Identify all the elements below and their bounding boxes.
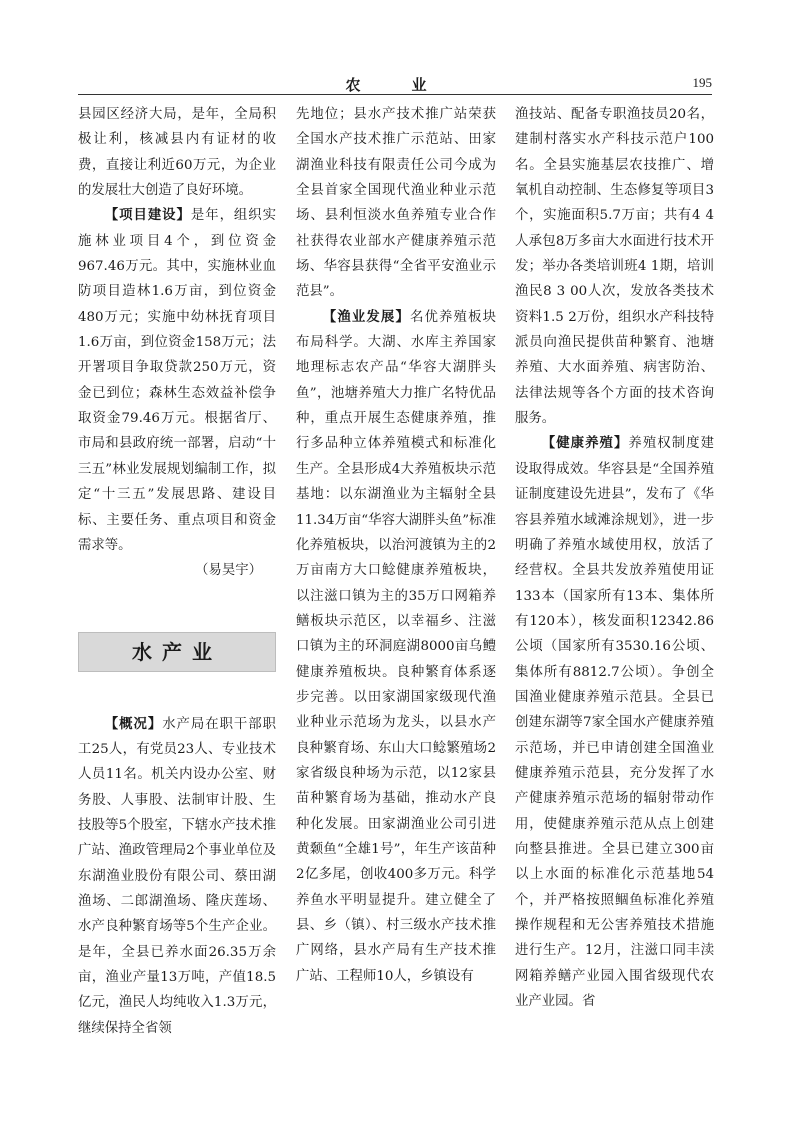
running-header xyxy=(78,72,712,94)
paragraph-text: 养殖权制度建设取得成效。华容县是“全国养殖证制度建设先进县”，发布了《华容县养殖水域滩涂规划》，进一步明确了养殖水域使用权，放活了经营权。全县共发放养殖使用证133本（国家所有13本、集体所有120本），核发面积12342.86公顷（国家所有3530.16公顷、集体所有8812.7公顷）。争创全国渔业健康养殖示范县。全县已创建东湖等7家全国水产健康养殖示范场，并已申请创建全国渔业健康养殖示范县，充分发挥了水产健康养殖示范场的辐射带动作用，使健康养殖示范从点上创建向整县推进。全县已建立300亩以上水面的标准化示范基地54个，并严格按照鲴鱼标准化养殖操作规程和无公害养殖技术措施进行生产。12月，注滋口同丰渎网箱养鳝产业园入围省级现代农业产业园。省 xyxy=(515,436,714,1010)
heading-overview: 【概况】 xyxy=(104,715,163,732)
header-rule xyxy=(78,94,712,95)
paragraph-text: 水产局在职干部职工25人，有党员23人、专业技术人员11名。机关内设办公室、财务股、人事股、法制审计股、生技股等5个股室，下辖水产技术推广站、渔政管理局2个事业单位及东湖渔业股份有限公司、蔡田湖渔场、二郎湖渔场、隆庆莲场、水产良种繁育场等5个生产企业。是年，全县已养水面26.35万余亩，渔业产量13万吨，产值18.5亿元，渔民人均纯收入1.3万元，继续保持全省领 xyxy=(78,716,277,1036)
column-3 xyxy=(515,102,714,1014)
page-number: 195 xyxy=(692,75,712,90)
section-title-aquaculture: 水产业 xyxy=(78,632,276,672)
column-1 xyxy=(78,102,276,1041)
paragraph-healthy-aquaculture xyxy=(515,431,714,1014)
header-title: 农 业 xyxy=(345,76,445,94)
heading-healthy-aquaculture: 【健康养殖】 xyxy=(541,435,629,452)
paragraph-fishery-development xyxy=(296,305,496,989)
paragraph-continued: 先地位；县水产技术推广站荣获全国水产技术推广示范站、田家湖渔业科技有限责任公司今成为全县首家全国现代渔业种业示范场、县利恒淡水鱼养殖专业合作社获得农业部水产健康养殖示范场、华容县获得“全省平安渔业示范县”。 xyxy=(296,107,496,300)
column-2 xyxy=(296,102,496,989)
paragraph-overview xyxy=(78,712,276,1041)
paragraph-project-construction xyxy=(78,203,276,558)
paragraph-text: 是年，组织实施林业项目4个，到位资金967.46万元。其中，实施林业血防项目造林1.6万亩，到位资金480万元；实施中幼林抚育项目1.6万亩，到位资金158万元；法开署项目争取贷款250万元，资金已到位；森林生态效益补偿争取资金79.46万元。根据省厅、市局和县政府统一部署，启动“十三五”林业发展规划编制工作，拟定“十三五”发展思路、建设目标、主要任务、重点项目和资金需求等。 xyxy=(78,208,277,553)
paragraph-continued: 县园区经济大局，是年，全局积极让利，核减县内有证材的收费，直接让利近60万元，为企业的发展壮大创造了良好环境。 xyxy=(78,107,276,199)
author-credit: （易昊宇） xyxy=(195,563,262,579)
paragraph-text: 名优养殖板块布局科学。大湖、水库主养国家地理标志农产品“华容大湖胖头鱼”，池塘养殖大力推广名特优品种，重点开展生态健康养殖，推行多品种立体养殖模式和标准化生产。全县形成4大养殖板块示范基地：以东湖渔业为主辐射全县11.34万亩“华容大湖胖头鱼”标准化养殖板块，以治河渡镇为主的2万亩南方大口鲶健康养殖板块，以注滋口镇为主的35万口网箱养鳝板块示范区，以幸福乡、注滋口镇为主的环洞庭湖8000亩乌鳢健康养殖板块。良种繁育体系逐步完善。以田家湖国家级现代渔业种业示范场为龙头，以县水产良种繁育场、东山大口鲶繁殖场2家省级良种场为示范，以12家县苗种繁育场为基础，推动水产良种化发展。田家湖渔业公司引进黄颡鱼“全雄1号”，年生产该苗种2亿多尾，创收400多万元。科学养鱼水平明显提升。建立健全了县、乡（镇）、村三级水产技术推广网络，县水产局有生产技术推广站、工程师10人，乡镇设有 xyxy=(296,309,497,984)
heading-fishery-development: 【渔业发展】 xyxy=(322,308,410,325)
heading-project-construction: 【项目建设】 xyxy=(104,207,191,224)
paragraph-continued: 渔技站、配备专职渔技员20名，建制村落实水产科技示范户100名。全县实施基层农技推广、增氧机自动控制、生态修复等项目3个，实施面积5.7万亩；共有4 4人承包8万多亩大水面进行技术开发；举办各类培训班4 1期，培训渔民8 3 00人次，发放各类技术资料1.5 2万份，组织水产科技特派员向渔民提供苗种繁育、池塘养殖、大水面养殖、病害防治、法律法规等各个方面的技术咨询服务。 xyxy=(515,107,714,427)
